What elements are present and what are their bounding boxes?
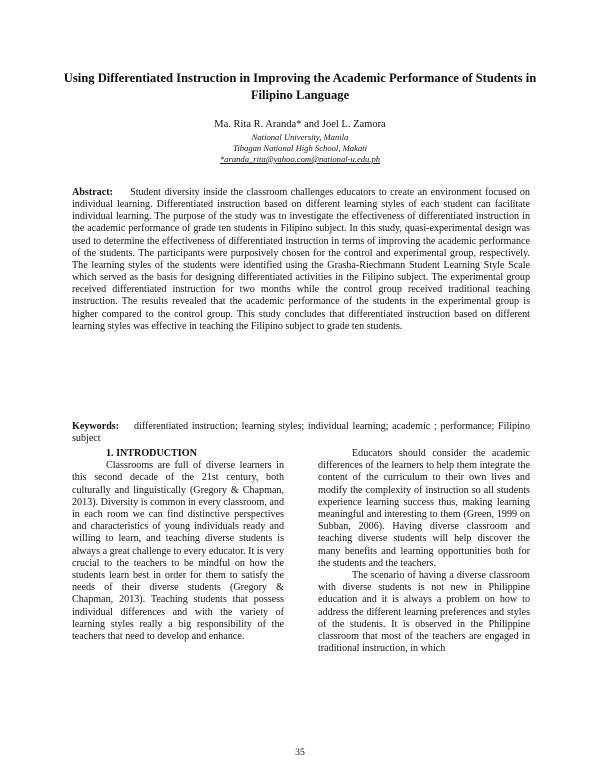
paper-title: Using Differentiated Instruction in Improving the Academic Performance of Students in Filipino Language xyxy=(63,71,537,102)
keywords xyxy=(72,421,530,445)
page-number: 35 xyxy=(295,747,305,758)
left-column xyxy=(72,448,284,643)
right-column xyxy=(318,448,530,655)
abstract xyxy=(72,187,530,333)
intro-paragraph-1: Classrooms are full of diverse learners in this second decade of the 21st century, both culturally and linguistically (Gregory & Chapman, 2013). Diversity is common in every classroom, and in each room we can find distinctive perspectives and characteristics of young individuals ready and willing to learn, and teaching diverse students is always a great challenge to every educator. It is very crucial to the teachers to be mindful on how the students learn best in order for them to satisfy the needs of their diverse students (Gregory & Chapman, 2013). Teaching students that possess individual differences and with the variety of learning styles really a big responsibility of the teachers that need to develop and enhance. xyxy=(72,460,284,643)
abstract-text: Student diversity inside the classroom challenges educators to create an environment focused on individual learning. Differentiated instruction based on different learning styles of each student can facilitate individual learning. The purpose of the study was to investigate the effectiveness of differentiated instruction in the academic performance of grade ten students in Filipino subject. In this study, quasi-experimental design was used to determine the effectiveness of differentiated instruction in terms of improving the academic performance of the students. The participants were purposively chosen for the control and experimental group, respectively. The learning styles of the students were identified using the Grasha-Riechmann Student Learning Style Scale which served as the basis for designing differentiated activities in the Filipino subject. The experimental group received differentiated instruction for two months while the control group received traditional teaching instruction. The results revealed that the academic performance of the students in the experimental group is higher compared to the control group. This study concludes that differentiated instruction based on different learning styles was effective in teaching the Filipino subject to grade ten students. xyxy=(72,187,530,332)
intro-paragraph-3: The scenario of having a diverse classroom with diverse students is not new in Philippine education and it is always a problem on how to address the different learning preferences and styles of the students. It is observed in the Philippine classroom that most of the teachers are engaged in traditional instruction, in which xyxy=(318,570,530,655)
intro-paragraph-2: Educators should consider the academic differences of the learners to help them integrate the content of the curriculum to their own lives and modify the complexity of instruction so all students experience learning success thus, making learning meaningful and interesting to them (Green, 1999 on Subban, 2006). Having diverse classroom and teaching diverse students will help discover the many benefits and learning opportunities both for the students and the teachers. xyxy=(318,448,530,569)
author-email: *aranda_rita@yahoo.com@national-u.edu.ph xyxy=(219,154,381,164)
section-heading-introduction: 1. INTRODUCTION xyxy=(106,448,197,459)
affiliation-university: National University, Manila xyxy=(251,132,349,142)
keywords-text: differentiated instruction; learning styles; individual learning; academic ; performance; Filipino subject xyxy=(72,421,530,445)
affiliation-school: Tibagan National High School, Makati xyxy=(233,143,367,153)
authors-line: Ma. Rita R. Aranda* and Joel L. Zamora xyxy=(214,119,386,130)
keywords-label: Keywords: xyxy=(72,421,120,432)
abstract-label: Abstract: xyxy=(72,187,113,198)
